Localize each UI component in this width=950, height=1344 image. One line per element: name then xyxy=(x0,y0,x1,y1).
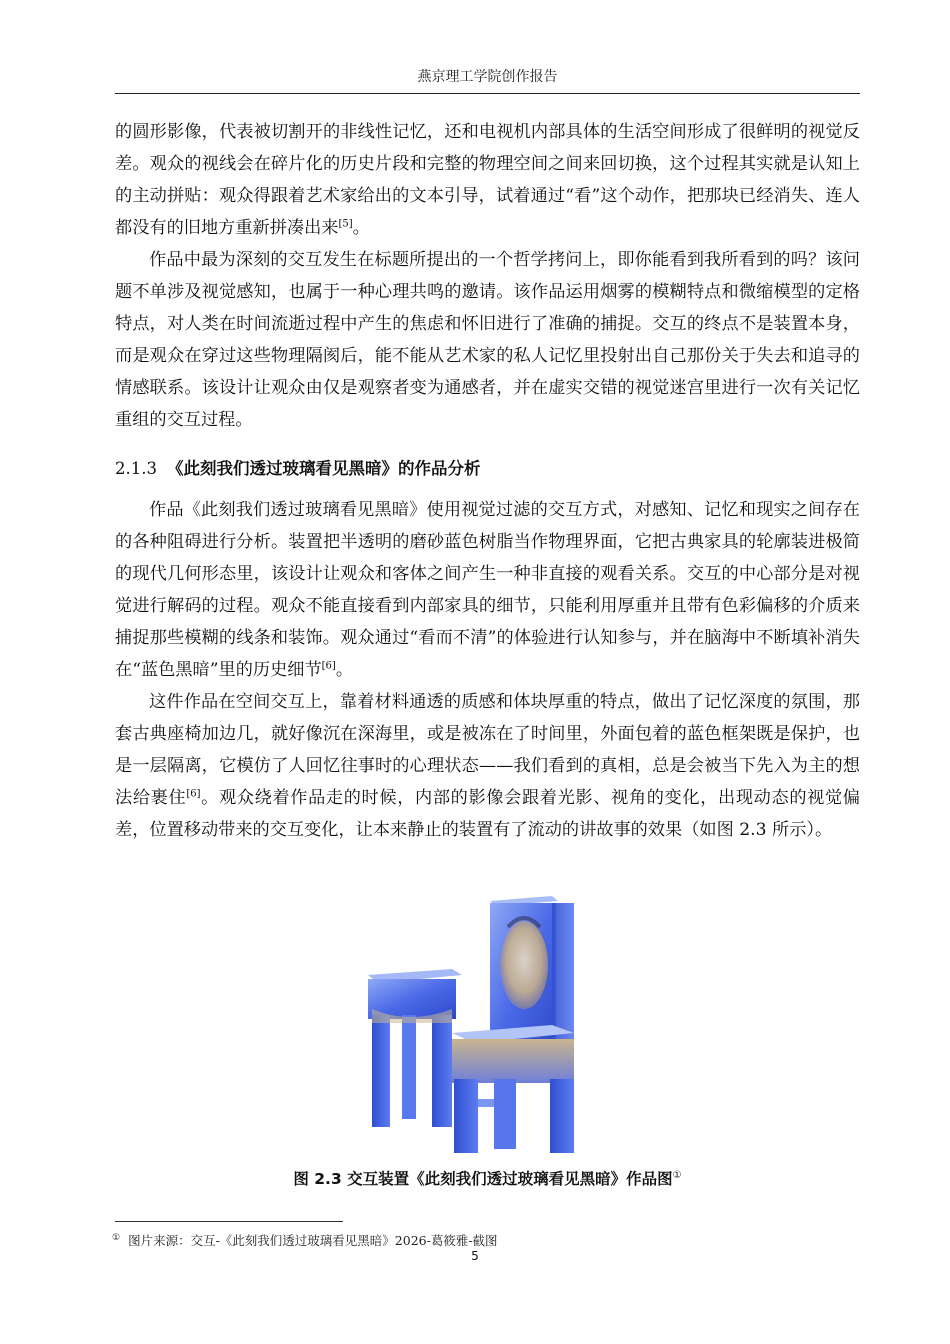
section-number: 2.1.3 xyxy=(115,459,157,478)
paragraph-1-end: 。 xyxy=(352,218,370,238)
citation-6-b[interactable]: [6] xyxy=(186,788,201,800)
page-number: 5 xyxy=(471,1249,479,1263)
footnote-marker[interactable]: ① xyxy=(672,1169,682,1181)
paragraph-3-text: 作品《此刻我们透过玻璃看见黑暗》使用视觉过滤的交互方式，对感知、记忆和现实之间存在的各种阻碍进行分析。装置把半透明的磨砂蓝色树脂当作物理界面，它把古典家具的轮廓装进极简的现代几何形态里，该设计让观众和客体之间产生一种非直接的观看关系。交互的中心部分是对视觉进行解码的过程。观众不能直接看到内部家具的细节，只能利用厚重并且带有色彩偏移的介质来捕捉那些模糊的线条和装饰。观众通过“看而不清”的体验进行认知参与，并在脑海中不断填补消失在“蓝色黑暗”里的历史细节 xyxy=(115,500,860,680)
running-header: 燕京理工学院创作报告 xyxy=(417,69,558,85)
footnote-rule xyxy=(115,1221,343,1222)
chair xyxy=(452,896,574,1153)
header-rule xyxy=(115,93,860,94)
paragraph-1 xyxy=(115,116,860,244)
figure-caption xyxy=(115,1167,860,1189)
footnote-text: 图片来源：交互-《此刻我们透过玻璃看见黑暗》2026-葛筱雅-截图 xyxy=(128,1233,498,1248)
citation-5[interactable]: [5] xyxy=(338,218,353,230)
section-title: 《此刻我们透过玻璃看见黑暗》的作品分析 xyxy=(166,459,481,478)
figure-caption-text: 图 2.3 交互装置《此刻我们透过玻璃看见黑暗》作品图 xyxy=(293,1170,673,1188)
paragraph-4 xyxy=(115,686,860,846)
paragraph-3 xyxy=(115,494,860,686)
paragraph-4-text-b: 。观众绕着作品走的时候，内部的影像会跟着光影、视角的变化，出现动态的视觉偏差，位置移动带来的交互变化，让本来静止的装置有了流动的讲故事的效果（如图 2.3 所示）。 xyxy=(115,788,860,840)
paragraph-1-text: 的圆形影像，代表被切割开的非线性记忆，还和电视机内部具体的生活空间形成了很鲜明的视觉反差。观众的视线会在碎片化的历史片段和完整的物理空间之间来回切换，这个过程其实就是认知上的主动拼贴：观众得跟着艺术家给出的文本引导，试着通过“看”这个动作，把那块已经消失、连人都没有的旧地方重新拼凑出来 xyxy=(115,122,860,238)
paragraph-4-text-a: 这件作品在空间交互上，靠着材料通透的质感和体块厚重的特点，做出了记忆深度的氛围，那套古典座椅加边几，就好像沉在深海里，或是被冻在了时间里，外面包着的蓝色框架既是保护，也是一层隔离，它模仿了人回忆往事时的心理状态——我们看到的真相，总是会被当下先入为主的想法给裹住 xyxy=(115,692,860,808)
blue-resin-furniture-image xyxy=(360,893,600,1155)
section-heading xyxy=(115,455,480,479)
footnote xyxy=(112,1231,498,1249)
citation-6[interactable]: [6] xyxy=(321,660,336,672)
footnote-mark: ① xyxy=(112,1232,121,1243)
paragraph-2: 作品中最为深刻的交互发生在标题所提出的一个哲学拷问上，即你能看到我所看到的吗？该问题不单涉及视觉感知，也属于一种心理共鸣的邀请。该作品运用烟雾的模糊特点和微缩模型的定格特点，对人类在时间流逝过程中产生的焦虑和怀旧进行了准确的捕捉。交互的终点不是装置本身，而是观众在穿过这些物理隔阂后，能不能从艺术家的私人记忆里投射出自己那份关于失去和追寻的情感联系。该设计让观众由仅是观察者变为通感者，并在虚实交错的视觉迷宫里进行一次有关记忆重组的交互过程。 xyxy=(115,250,860,430)
side-table xyxy=(368,969,462,1127)
artwork-figure xyxy=(360,893,600,1155)
paragraph-3-end: 。 xyxy=(335,660,354,680)
